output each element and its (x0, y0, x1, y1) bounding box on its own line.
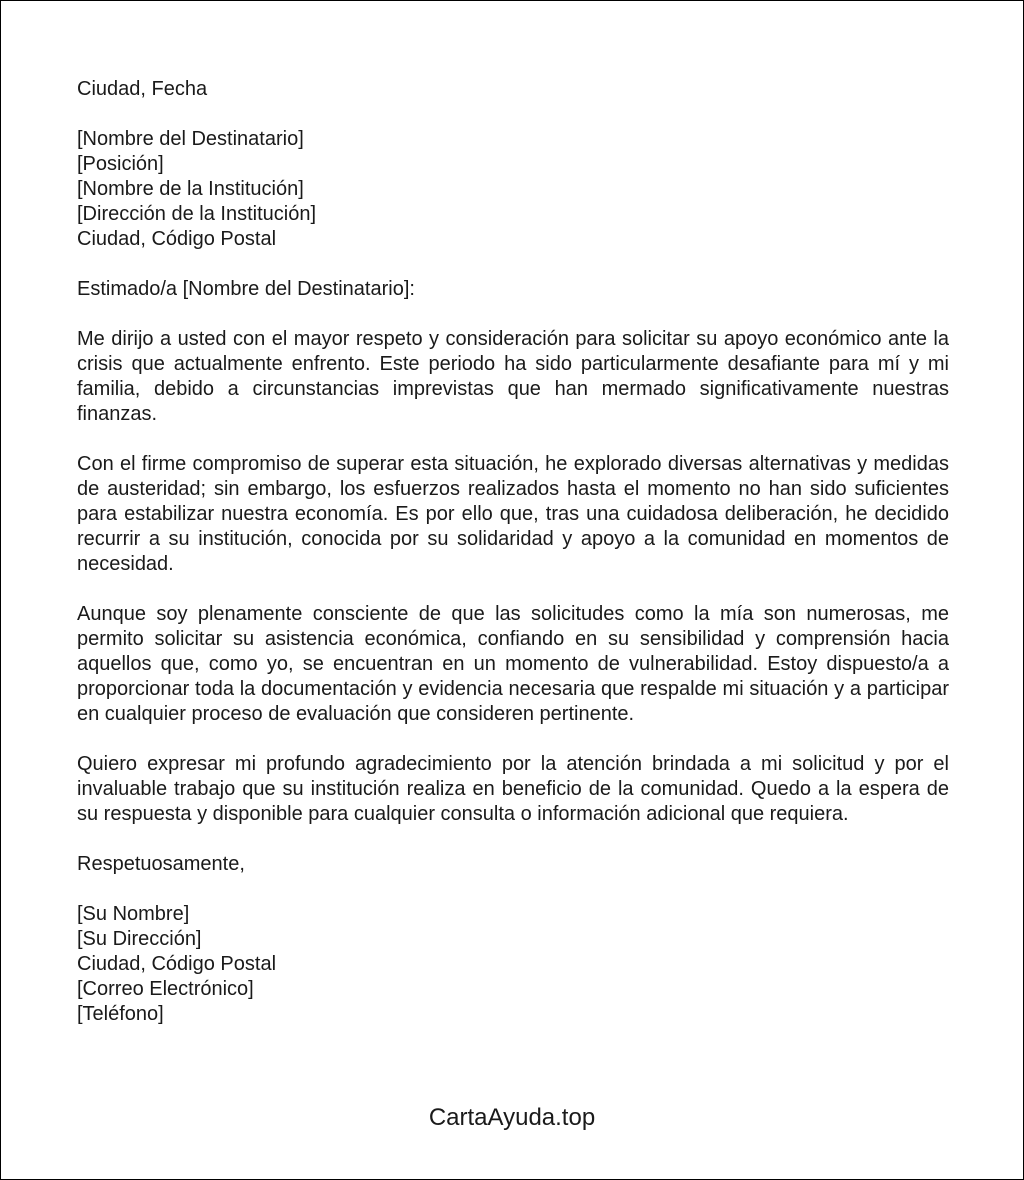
date-line: Ciudad, Fecha (77, 78, 208, 100)
salutation-block (77, 277, 949, 302)
recipient-address: [Dirección de la Institución] (77, 203, 317, 225)
salutation: Estimado/a [Nombre del Destinatario]: (77, 278, 415, 300)
recipient-name: [Nombre del Destinatario] (77, 128, 304, 150)
recipient-city-postal: Ciudad, Código Postal (77, 228, 277, 250)
recipient-institution: [Nombre de la Institución] (77, 178, 304, 200)
sender-city-postal: Ciudad, Código Postal (77, 953, 277, 975)
sender-name: [Su Nombre] (77, 903, 190, 925)
sender-block (77, 902, 949, 1027)
closing: Respetuosamente, (77, 853, 245, 875)
footer-site-name: CartaAyuda.top (428, 1104, 596, 1131)
closing-block (77, 852, 949, 877)
date-block (77, 77, 949, 102)
letter-body (77, 77, 949, 1052)
paragraph-3: Aunque soy plenamente consciente de que las solicitudes como la mía son numerosas, me permito solicitar su asistencia económica, confiando en su sensibilidad y comprensión hacia aquellos que, como yo, se encuentran en un momento de vulnerabilidad. Estoy dispuesto/a a proporcionar toda la documentación y evidencia necesaria que respalde mi situación y a participar en cualquier proceso de evaluación que consideren pertinente. (77, 603, 949, 725)
paragraph-1: Me dirijo a usted con el mayor respeto y consideración para solicitar su apoyo económico ante la crisis que actualmente enfrento. Este periodo ha sido particularmente desafiante para mí y mi familia, debido a circunstancias imprevistas que han mermado significativamente nuestras finanzas. (77, 328, 949, 425)
recipient-block (77, 127, 949, 252)
recipient-position: [Posición] (77, 153, 164, 175)
paragraph-4: Quiero expresar mi profundo agradecimiento por la atención brindada a mi solicitud y por el invaluable trabajo que su institución realiza en beneficio de la comunidad. Quedo a la espera de su respuesta y disponible para cualquier consulta o información adicional que requiera. (77, 753, 949, 825)
sender-address: [Su Dirección] (77, 928, 202, 950)
sender-phone: [Teléfono] (77, 1003, 164, 1025)
sender-email: [Correo Electrónico] (77, 978, 254, 1000)
paragraph-2: Con el firme compromiso de superar esta situación, he explorado diversas alternativas y medidas de austeridad; sin embargo, los esfuerzos realizados hasta el momento no han sido suficientes para estabilizar nuestra economía. Es por ello que, tras una cuidadosa deliberación, he decidido recurrir a su institución, conocida por su solidaridad y apoyo a la comunidad en momentos de necesidad. (77, 453, 949, 575)
